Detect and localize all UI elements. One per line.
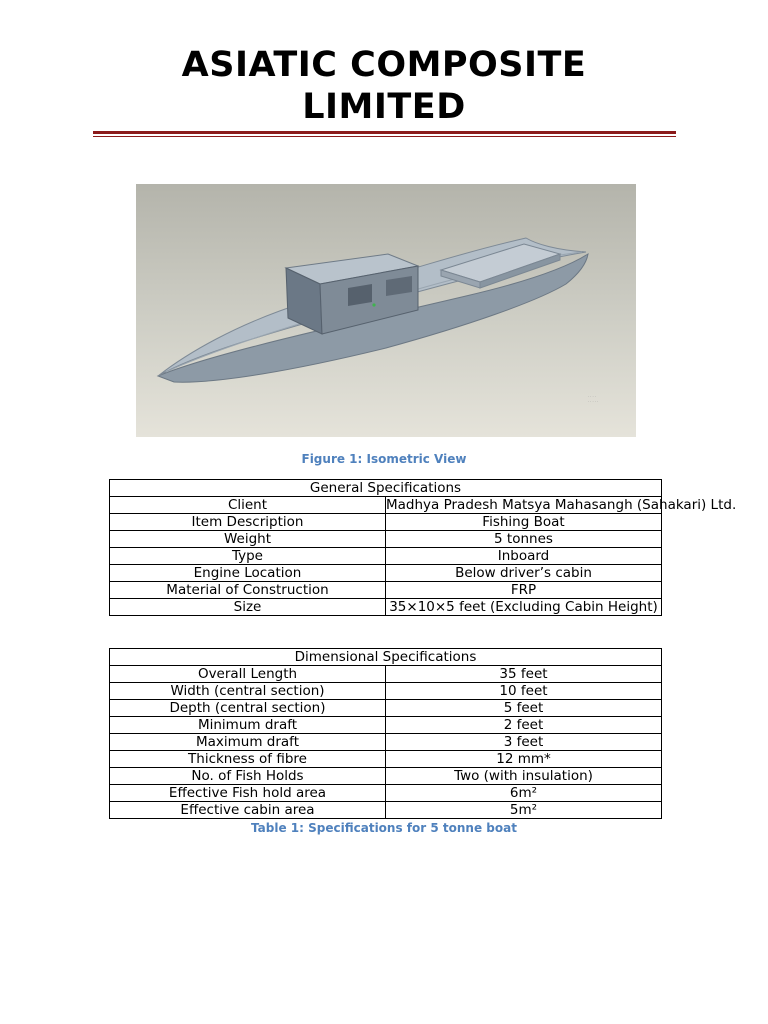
spec-label: Size bbox=[110, 599, 386, 616]
svg-text:· · · · ·: · · · · · bbox=[588, 400, 599, 404]
dimensional-specifications-table bbox=[109, 648, 662, 819]
spec-value: Madhya Pradesh Matsya Mahasangh (Sahakari) Ltd. bbox=[386, 497, 737, 513]
title-rule-thin bbox=[93, 136, 676, 137]
table-header-row bbox=[110, 480, 662, 497]
spec-value: 5m² bbox=[386, 802, 662, 819]
spec-label: Client bbox=[110, 497, 386, 514]
spec-label: Weight bbox=[110, 531, 386, 548]
spec-label: Maximum draft bbox=[110, 734, 386, 751]
table-row bbox=[110, 497, 662, 514]
spec-label: Item Description bbox=[110, 514, 386, 531]
spec-value: 5 feet bbox=[386, 700, 662, 717]
title-line-1: ASIATIC COMPOSITE bbox=[181, 45, 587, 85]
spec-value: Two (with insulation) bbox=[386, 768, 662, 785]
table-row bbox=[110, 802, 662, 819]
spec-value: 35×10×5 feet (Excluding Cabin Height) bbox=[386, 599, 662, 616]
spec-label: Depth (central section) bbox=[110, 700, 386, 717]
spec-value: 5 tonnes bbox=[386, 531, 662, 548]
table-row bbox=[110, 548, 662, 565]
svg-text:· · · ·: · · · · bbox=[588, 395, 596, 399]
spec-value: 3 feet bbox=[386, 734, 662, 751]
table-row bbox=[110, 582, 662, 599]
table-row bbox=[110, 531, 662, 548]
table-row bbox=[110, 514, 662, 531]
spec-value: Inboard bbox=[386, 548, 662, 565]
table-row bbox=[110, 599, 662, 616]
spec-value: Below driver’s cabin bbox=[386, 565, 662, 582]
table-row bbox=[110, 785, 662, 802]
boat-isometric-image bbox=[136, 184, 636, 437]
title-line-2: LIMITED bbox=[302, 87, 466, 127]
table-header-row bbox=[110, 649, 662, 666]
title-rule-thick bbox=[93, 131, 676, 134]
table-row bbox=[110, 717, 662, 734]
spec-value: Fishing Boat bbox=[386, 514, 662, 531]
table-header: Dimensional Specifications bbox=[110, 649, 662, 666]
document-title bbox=[0, 44, 768, 128]
table-row bbox=[110, 666, 662, 683]
general-specifications-table bbox=[109, 479, 737, 616]
spec-value: 6m² bbox=[386, 785, 662, 802]
table-row bbox=[110, 683, 662, 700]
table-header: General Specifications bbox=[110, 480, 662, 497]
figure-caption: Figure 1: Isometric View bbox=[301, 452, 467, 466]
spec-value: 12 mm* bbox=[386, 751, 662, 768]
table-caption: Table 1: Specifications for 5 tonne boat bbox=[251, 821, 517, 835]
spec-label: Width (central section) bbox=[110, 683, 386, 700]
spec-label: Effective Fish hold area bbox=[110, 785, 386, 802]
table-row bbox=[110, 751, 662, 768]
boat-render bbox=[136, 184, 636, 437]
spec-label: Thickness of fibre bbox=[110, 751, 386, 768]
table-row bbox=[110, 700, 662, 717]
spec-label: No. of Fish Holds bbox=[110, 768, 386, 785]
spec-value: FRP bbox=[386, 582, 662, 599]
spec-label: Material of Construction bbox=[110, 582, 386, 599]
table-row bbox=[110, 734, 662, 751]
table-row bbox=[110, 565, 662, 582]
spec-value: 10 feet bbox=[386, 683, 662, 700]
spec-label: Type bbox=[110, 548, 386, 565]
table-row bbox=[110, 768, 662, 785]
spec-value: 35 feet bbox=[386, 666, 662, 683]
spec-value: 2 feet bbox=[386, 717, 662, 734]
spec-label: Effective cabin area bbox=[110, 802, 386, 819]
spec-label: Minimum draft bbox=[110, 717, 386, 734]
spec-label: Engine Location bbox=[110, 565, 386, 582]
spec-label: Overall Length bbox=[110, 666, 386, 683]
